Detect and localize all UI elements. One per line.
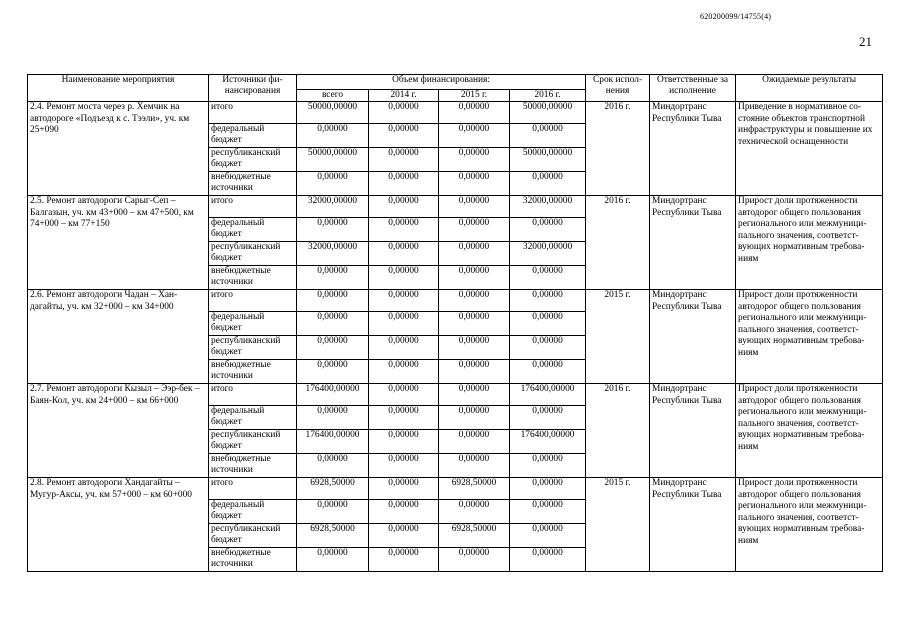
amount-2016: 0,00000 bbox=[510, 406, 586, 430]
term-cell: 2016 г. bbox=[586, 384, 650, 478]
measure-name: 2.5. Ремонт автодороги Сарыг-Сеп – Балгазын, уч. км 43+000 – км 47+500, км 74+000 – км 77+150 bbox=[28, 196, 209, 290]
amount-2014: 0,00000 bbox=[369, 430, 439, 454]
header-results: Ожидаемые результаты bbox=[736, 75, 883, 102]
amount-2015: 0,00000 bbox=[439, 500, 510, 524]
header-sources: Источники фи-нансирования bbox=[209, 75, 297, 102]
amount-2014: 0,00000 bbox=[369, 406, 439, 430]
amount-total: 0,00000 bbox=[297, 312, 369, 336]
amount-2014: 0,00000 bbox=[369, 218, 439, 242]
amount-2015: 0,00000 bbox=[439, 102, 510, 124]
amount-2016: 176400,00000 bbox=[510, 430, 586, 454]
responsible-cell: Миндортранс Республики Тыва bbox=[650, 102, 736, 196]
amount-2016: 0,00000 bbox=[510, 266, 586, 290]
responsible-cell: Миндортранс Республики Тыва bbox=[650, 384, 736, 478]
term-cell: 2015 г. bbox=[586, 290, 650, 384]
amount-2016: 0,00000 bbox=[510, 336, 586, 360]
funding-table bbox=[27, 74, 883, 572]
amount-2015: 0,00000 bbox=[439, 290, 510, 312]
measure-name: 2.4. Ремонт моста через р. Хемчик на автодороге «Подъезд к с. Тээли», уч. км 25+090 bbox=[28, 102, 209, 196]
amount-total: 0,00000 bbox=[297, 172, 369, 196]
amount-2015: 6928,50000 bbox=[439, 524, 510, 548]
document-code: 620200099/14755(4) bbox=[700, 12, 772, 21]
amount-2016: 50000,00000 bbox=[510, 148, 586, 172]
amount-total: 0,00000 bbox=[297, 218, 369, 242]
amount-2014: 0,00000 bbox=[369, 384, 439, 406]
amount-2014: 0,00000 bbox=[369, 290, 439, 312]
source-label: внебюджетные источники bbox=[209, 266, 297, 290]
table-row bbox=[28, 478, 883, 500]
result-cell: Приведение в нормативное со-стояние объектов транспортной инфраструктуры и повышение их технической оснащенности bbox=[736, 102, 883, 196]
amount-2014: 0,00000 bbox=[369, 102, 439, 124]
amount-2014: 0,00000 bbox=[369, 196, 439, 218]
table-row bbox=[28, 290, 883, 312]
amount-2015: 0,00000 bbox=[439, 360, 510, 384]
source-label: федеральный бюджет bbox=[209, 406, 297, 430]
amount-2016: 0,00000 bbox=[510, 360, 586, 384]
amount-total: 0,00000 bbox=[297, 290, 369, 312]
amount-2014: 0,00000 bbox=[369, 524, 439, 548]
page-number: 21 bbox=[859, 34, 872, 49]
source-label: итого bbox=[209, 478, 297, 500]
amount-total: 0,00000 bbox=[297, 406, 369, 430]
amount-2015: 0,00000 bbox=[439, 430, 510, 454]
amount-2016: 0,00000 bbox=[510, 478, 586, 500]
header-total: всего bbox=[297, 90, 369, 102]
source-label: республиканский бюджет bbox=[209, 242, 297, 266]
result-cell: Прирост доли протяженности автодорог общего пользования регионального или межмуници-пального значения, соответст-вующих нормативным требова-ниям bbox=[736, 478, 883, 572]
amount-2014: 0,00000 bbox=[369, 500, 439, 524]
amount-2016: 0,00000 bbox=[510, 218, 586, 242]
amount-2015: 0,00000 bbox=[439, 218, 510, 242]
amount-2016: 0,00000 bbox=[510, 548, 586, 572]
header-2014: 2014 г. bbox=[369, 90, 439, 102]
amount-2015: 0,00000 bbox=[439, 172, 510, 196]
result-cell: Прирост доли протяженности автодорог общего пользования регионального или межмуници-пального значения, соответст-вующих нормативным требова-ниям bbox=[736, 290, 883, 384]
measure-name: 2.8. Ремонт автодороги Хандагайты – Мугур-Аксы, уч. км 57+000 – км 60+000 bbox=[28, 478, 209, 572]
amount-2015: 0,00000 bbox=[439, 336, 510, 360]
amount-2014: 0,00000 bbox=[369, 312, 439, 336]
term-cell: 2016 г. bbox=[586, 196, 650, 290]
amount-2016: 0,00000 bbox=[510, 454, 586, 478]
amount-2014: 0,00000 bbox=[369, 336, 439, 360]
amount-total: 176400,00000 bbox=[297, 384, 369, 406]
source-label: федеральный бюджет bbox=[209, 124, 297, 148]
source-label: внебюджетные источники bbox=[209, 454, 297, 478]
source-label: федеральный бюджет bbox=[209, 500, 297, 524]
amount-2016: 50000,00000 bbox=[510, 102, 586, 124]
header-volume: Объем финансирования: bbox=[297, 75, 586, 90]
term-cell: 2015 г. bbox=[586, 478, 650, 572]
amount-total: 0,00000 bbox=[297, 360, 369, 384]
source-label: республиканский бюджет bbox=[209, 430, 297, 454]
amount-2014: 0,00000 bbox=[369, 148, 439, 172]
amount-total: 176400,00000 bbox=[297, 430, 369, 454]
amount-2014: 0,00000 bbox=[369, 454, 439, 478]
amount-total: 32000,00000 bbox=[297, 242, 369, 266]
source-label: итого bbox=[209, 384, 297, 406]
amount-2015: 0,00000 bbox=[439, 454, 510, 478]
source-label: итого bbox=[209, 102, 297, 124]
amount-2014: 0,00000 bbox=[369, 124, 439, 148]
header-row bbox=[28, 75, 883, 90]
amount-2015: 0,00000 bbox=[439, 548, 510, 572]
table-row bbox=[28, 196, 883, 218]
amount-total: 0,00000 bbox=[297, 548, 369, 572]
source-label: внебюджетные источники bbox=[209, 548, 297, 572]
amount-2014: 0,00000 bbox=[369, 172, 439, 196]
amount-2015: 0,00000 bbox=[439, 124, 510, 148]
amount-total: 0,00000 bbox=[297, 124, 369, 148]
header-2015: 2015 г. bbox=[439, 90, 510, 102]
amount-2015: 0,00000 bbox=[439, 148, 510, 172]
amount-2016: 0,00000 bbox=[510, 312, 586, 336]
amount-2014: 0,00000 bbox=[369, 548, 439, 572]
amount-total: 6928,50000 bbox=[297, 478, 369, 500]
responsible-cell: Миндортранс Республики Тыва bbox=[650, 196, 736, 290]
source-label: внебюджетные источники bbox=[209, 172, 297, 196]
measure-name: 2.7. Ремонт автодороги Кызыл – Ээр-бек – Баян-Кол, уч. км 24+000 – км 66+000 bbox=[28, 384, 209, 478]
responsible-cell: Миндортранс Республики Тыва bbox=[650, 290, 736, 384]
amount-2015: 0,00000 bbox=[439, 384, 510, 406]
amount-2015: 0,00000 bbox=[439, 242, 510, 266]
amount-total: 50000,00000 bbox=[297, 102, 369, 124]
amount-2015: 0,00000 bbox=[439, 312, 510, 336]
header-responsible: Ответственные за исполнение bbox=[650, 75, 736, 102]
amount-total: 6928,50000 bbox=[297, 524, 369, 548]
source-label: республиканский бюджет bbox=[209, 148, 297, 172]
amount-2016: 0,00000 bbox=[510, 172, 586, 196]
amount-2015: 0,00000 bbox=[439, 196, 510, 218]
amount-total: 0,00000 bbox=[297, 500, 369, 524]
amount-total: 0,00000 bbox=[297, 454, 369, 478]
amount-2015: 0,00000 bbox=[439, 406, 510, 430]
header-2016: 2016 г. bbox=[510, 90, 586, 102]
amount-2016: 0,00000 bbox=[510, 124, 586, 148]
result-cell: Прирост доли протяженности автодорог общего пользования регионального или межмуници-пального значения, соответст-вующих нормативным требова-ниям bbox=[736, 196, 883, 290]
source-label: федеральный бюджет bbox=[209, 218, 297, 242]
source-label: итого bbox=[209, 196, 297, 218]
source-label: внебюджетные источники bbox=[209, 360, 297, 384]
table-row bbox=[28, 384, 883, 406]
header-term: Срок испол-нения bbox=[586, 75, 650, 102]
amount-2015: 0,00000 bbox=[439, 266, 510, 290]
source-label: федеральный бюджет bbox=[209, 312, 297, 336]
amount-2016: 0,00000 bbox=[510, 290, 586, 312]
table-row bbox=[28, 102, 883, 124]
source-label: республиканский бюджет bbox=[209, 524, 297, 548]
amount-2016: 0,00000 bbox=[510, 500, 586, 524]
source-label: республиканский бюджет bbox=[209, 336, 297, 360]
amount-2016: 176400,00000 bbox=[510, 384, 586, 406]
responsible-cell: Миндортранс Республики Тыва bbox=[650, 478, 736, 572]
amount-2014: 0,00000 bbox=[369, 242, 439, 266]
amount-total: 50000,00000 bbox=[297, 148, 369, 172]
amount-total: 0,00000 bbox=[297, 336, 369, 360]
result-cell: Прирост доли протяженности автодорог общего пользования регионального или межмуници-пального значения, соответст-вующих нормативным требова-ниям bbox=[736, 384, 883, 478]
amount-2016: 32000,00000 bbox=[510, 196, 586, 218]
amount-2014: 0,00000 bbox=[369, 266, 439, 290]
amount-total: 32000,00000 bbox=[297, 196, 369, 218]
amount-total: 0,00000 bbox=[297, 266, 369, 290]
amount-2014: 0,00000 bbox=[369, 360, 439, 384]
term-cell: 2016 г. bbox=[586, 102, 650, 196]
header-name: Наименование мероприятия bbox=[28, 75, 209, 102]
source-label: итого bbox=[209, 290, 297, 312]
measure-name: 2.6. Ремонт автодороги Чадан – Хан-дагайты, уч. км 32+000 – км 34+000 bbox=[28, 290, 209, 384]
amount-2016: 32000,00000 bbox=[510, 242, 586, 266]
amount-2015: 6928,50000 bbox=[439, 478, 510, 500]
amount-2014: 0,00000 bbox=[369, 478, 439, 500]
amount-2016: 0,00000 bbox=[510, 524, 586, 548]
